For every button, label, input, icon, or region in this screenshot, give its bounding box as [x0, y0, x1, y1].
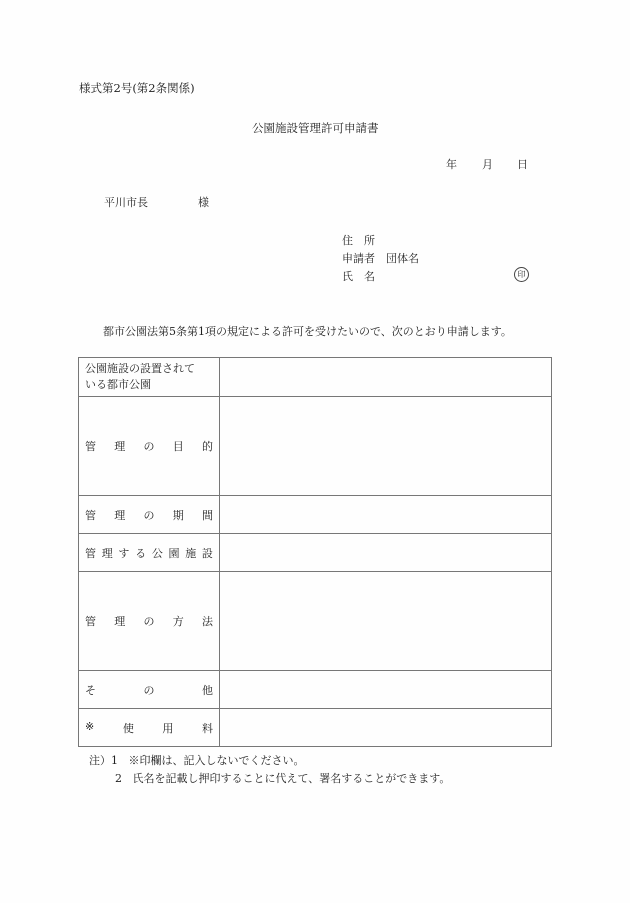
field-park[interactable]: [220, 358, 552, 397]
table-row-fee: [79, 709, 552, 747]
label-char: そ: [85, 683, 96, 697]
note-1-text: ※印欄は、記入しないでください。: [128, 754, 305, 767]
field-facility[interactable]: [220, 534, 552, 572]
label-facility: [79, 534, 220, 572]
label-char: 法: [202, 615, 213, 628]
label-char: 期: [172, 508, 184, 522]
addressee-honorific: 様: [198, 196, 209, 209]
label-purpose: [79, 397, 220, 496]
label-park: [79, 358, 220, 397]
label-char: 施: [185, 546, 197, 560]
addressee-name: 平川市長: [104, 196, 148, 209]
date-day-label: 日: [517, 158, 528, 171]
applicant-address-label: 住 所: [342, 234, 375, 247]
applicant-group-label: 申請者 団体名: [342, 252, 419, 265]
label-char: の: [143, 615, 155, 628]
applicant-name-label: 氏 名: [342, 270, 375, 283]
label-char: 理: [114, 440, 126, 453]
label-char: す: [118, 546, 130, 560]
note-2-number: 2: [115, 772, 122, 785]
label-char: 理: [101, 546, 113, 560]
label-char: 理: [114, 508, 126, 522]
table-row-method: [79, 572, 552, 671]
label-char: 方: [172, 615, 184, 628]
field-other[interactable]: [220, 671, 552, 709]
label-park-line2: いる都市公園: [85, 378, 151, 391]
note-prefix: 注）1: [89, 754, 118, 767]
label-char: 料: [202, 721, 213, 735]
label-char: ※: [85, 719, 95, 733]
label-park-line1: 公園施設の設置されて: [85, 362, 195, 375]
field-period[interactable]: [220, 496, 552, 534]
document-title: 公園施設管理許可申請書: [252, 121, 379, 135]
label-char: る: [135, 546, 147, 560]
label-other: [79, 671, 220, 709]
seal-mark-icon: 印: [514, 267, 529, 282]
label-char: の: [143, 440, 155, 453]
label-char: 間: [202, 508, 213, 522]
label-char: 他: [202, 683, 213, 697]
label-char: 管: [85, 615, 96, 628]
field-method[interactable]: [220, 572, 552, 671]
note-2-text: 氏名を記載し押印することに代えて、署名することができます。: [132, 772, 451, 785]
label-method: [79, 572, 220, 671]
label-char: の: [143, 683, 155, 697]
application-statement: 都市公園法第5条第1項の規定による許可を受けたいので、次のとおり申請します。: [103, 325, 512, 338]
field-fee[interactable]: [220, 709, 552, 747]
label-period: [79, 496, 220, 534]
label-char: の: [143, 508, 155, 522]
application-table: [78, 357, 552, 747]
label-char: 管: [85, 440, 96, 453]
label-char: 公: [151, 546, 163, 560]
form-number: 様式第2号(第2条関係): [79, 81, 195, 95]
label-char: 的: [202, 440, 213, 453]
date-month-label: 月: [482, 158, 493, 171]
table-row-purpose: [79, 397, 552, 496]
label-char: 用: [162, 721, 174, 735]
table-row-facility: [79, 534, 552, 572]
table-row-park: [79, 358, 552, 397]
label-char: 使: [122, 721, 134, 735]
note-2: [89, 770, 450, 788]
label-char: 設: [201, 546, 213, 560]
label-char: 園: [168, 546, 180, 560]
label-char: 理: [114, 615, 126, 628]
label-char: 管: [85, 508, 96, 522]
label-fee: [79, 709, 220, 747]
label-char: 目: [172, 440, 184, 453]
label-char: 管: [85, 546, 96, 560]
notes: [89, 752, 450, 788]
note-1: [89, 752, 450, 770]
date-year-label: 年: [446, 158, 457, 171]
table-row-period: [79, 496, 552, 534]
table-row-other: [79, 671, 552, 709]
field-purpose[interactable]: [220, 397, 552, 496]
